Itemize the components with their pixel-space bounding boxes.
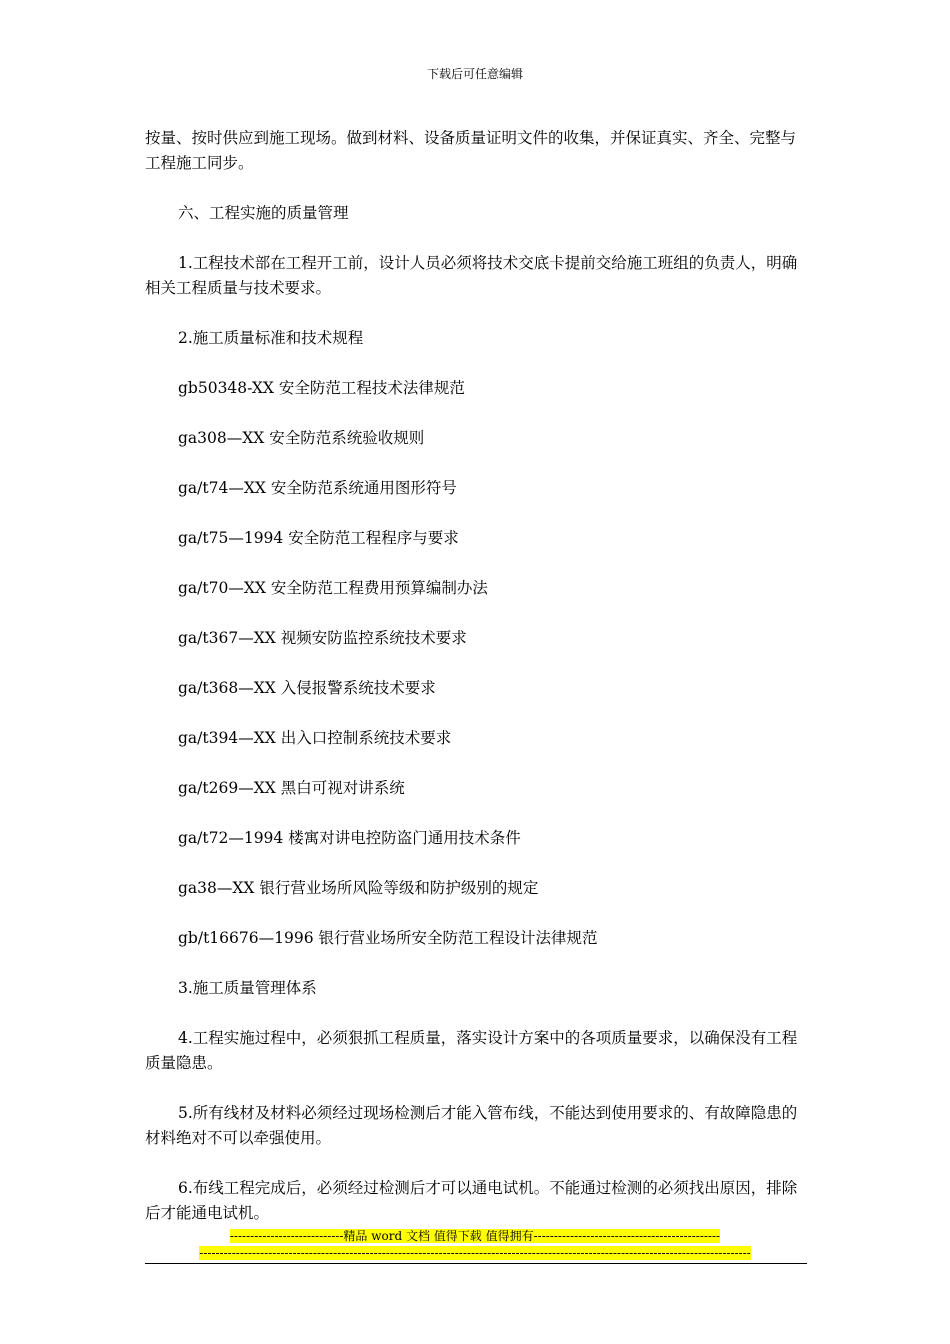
footer-dash-text: ---------------------------------------------------------------------------------------------------------------------------------------- — [199, 1246, 751, 1260]
standard-item: ga/t72—1994 楼寓对讲电控防盗门通用技术条件 — [178, 829, 521, 847]
section-heading: 六、工程实施的质量管理 — [178, 204, 349, 222]
standard-item: ga308—XX 安全防范系统验收规则 — [178, 429, 425, 447]
paragraph: 1.工程技术部在工程开工前，设计人员必须将技术交底卡提前交给施工班组的负责人，明确相关工程质量与技术要求。 — [145, 254, 798, 297]
footer-rule — [145, 1263, 807, 1264]
paragraph: 5.所有线材及材料必须经过现场检测后才能入管布线，不能达到使用要求的、有故障隐患的材料绝对不可以牵强使用。 — [145, 1104, 798, 1147]
standard-item: ga/t75—1994 安全防范工程程序与要求 — [178, 529, 459, 547]
page-header — [0, 66, 950, 82]
footer-banner-text: ----------------------------精品 word 文档 值得下载 值得拥有---------------------------------------------- — [229, 1229, 721, 1243]
paragraph: 6.布线工程完成后，必须经过检测后才可以通电试机。不能通过检测的必须找出原因，排除后才能通电试机。 — [145, 1179, 798, 1222]
list-heading: 2.施工质量标准和技术规程 — [178, 329, 364, 347]
paragraph: 按量、按时供应到施工现场。做到材料、设备质量证明文件的收集，并保证真实、齐全、完整与工程施工同步。 — [145, 129, 797, 172]
standard-item: ga38—XX 银行营业场所风险等级和防护级别的规定 — [178, 879, 539, 897]
footer-banner — [0, 1228, 950, 1244]
list-heading: 3.施工质量管理体系 — [178, 979, 317, 997]
standard-item: ga/t70—XX 安全防范工程费用预算编制办法 — [178, 579, 488, 597]
standard-item: gb/t16676—1996 银行营业场所安全防范工程设计法律规范 — [178, 929, 598, 947]
standard-item: ga/t368—XX 入侵报警系统技术要求 — [178, 679, 436, 697]
standard-item: ga/t394—XX 出入口控制系统技术要求 — [178, 729, 452, 747]
page-header-text: 下载后可任意编辑 — [426, 67, 523, 81]
standard-item: ga/t74—XX 安全防范系统通用图形符号 — [178, 479, 457, 497]
footer-dash-line — [0, 1245, 950, 1261]
document-body — [145, 126, 807, 1251]
standard-item: ga/t269—XX 黑白可视对讲系统 — [178, 779, 405, 797]
standard-item: ga/t367—XX 视频安防监控系统技术要求 — [178, 629, 467, 647]
standard-item: gb50348-XX 安全防范工程技术法律规范 — [178, 379, 465, 397]
paragraph: 4.工程实施过程中，必须狠抓工程质量，落实设计方案中的各项质量要求，以确保没有工程质量隐患。 — [145, 1029, 798, 1072]
